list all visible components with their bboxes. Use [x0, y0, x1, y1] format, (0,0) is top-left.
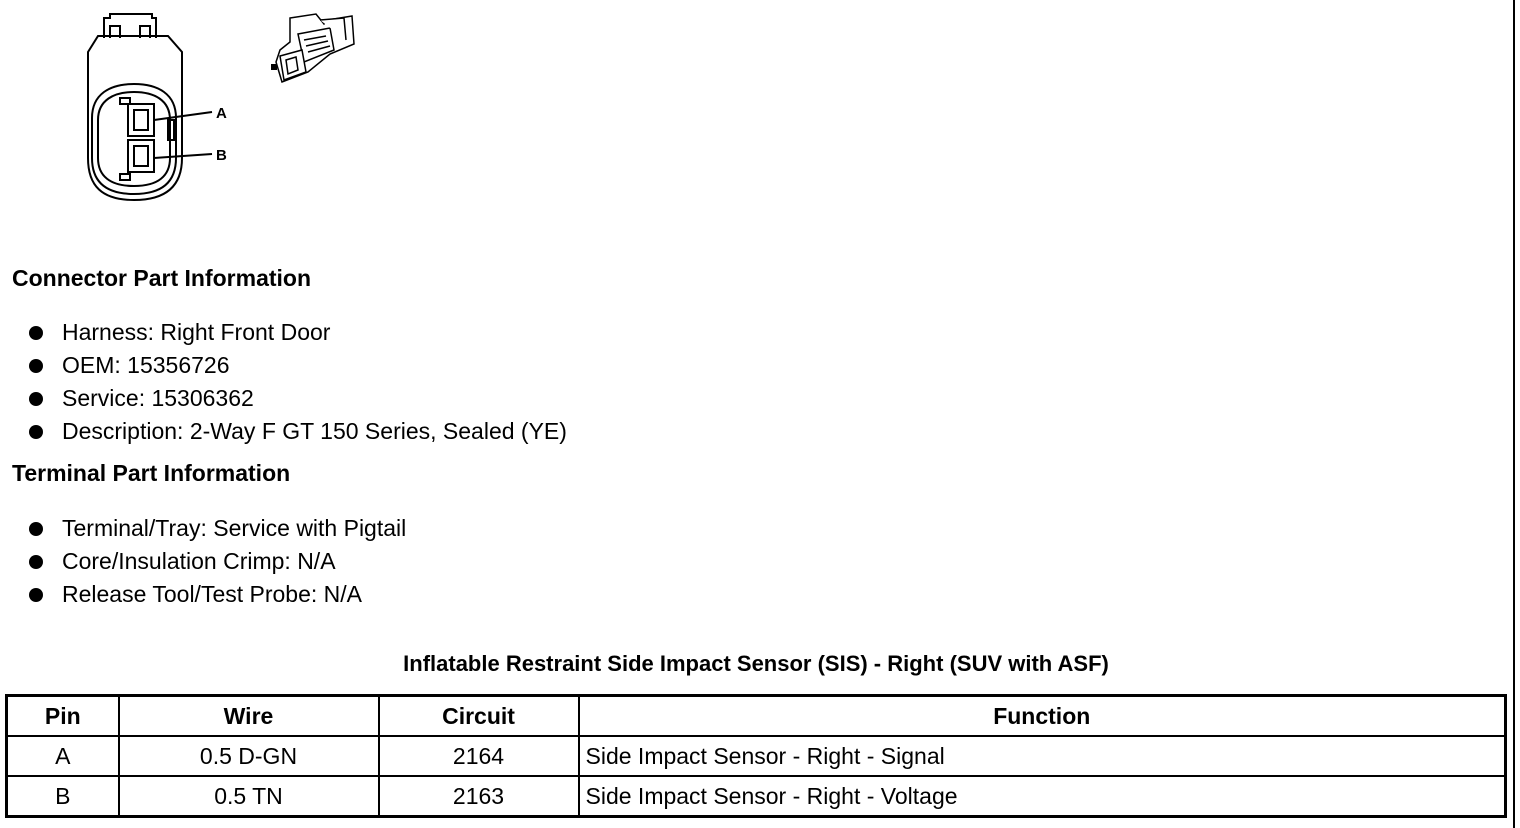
header-circuit: Circuit [379, 696, 579, 737]
table-header-row [7, 696, 1506, 737]
bullet-icon [29, 522, 43, 536]
bullet-icon [29, 555, 43, 569]
terminal-info-list [0, 512, 406, 611]
page-right-border [1513, 0, 1515, 828]
terminal-release-tool: Release Tool/Test Probe: N/A [62, 581, 363, 607]
list-item [0, 382, 567, 415]
connector-face-diagram [70, 8, 250, 208]
header-pin: Pin [7, 696, 119, 737]
cell-function: Side Impact Sensor - Right - Signal [579, 736, 1506, 776]
connector-harness: Harness: Right Front Door [62, 319, 331, 345]
connector-info-heading: Connector Part Information [12, 265, 312, 291]
header-function: Function [579, 696, 1506, 737]
list-item [0, 512, 406, 545]
table-row [7, 776, 1506, 817]
bullet-icon [29, 392, 43, 406]
cell-function: Side Impact Sensor - Right - Voltage [579, 776, 1506, 817]
pinout-table-title: Inflatable Restraint Side Impact Sensor (SIS) - Right (SUV with ASF) [403, 651, 1109, 676]
connector-info-list [0, 316, 567, 448]
pinout-table [5, 694, 1507, 818]
bullet-icon [29, 359, 43, 373]
terminal-crimp: Core/Insulation Crimp: N/A [62, 548, 336, 574]
terminal-info-heading: Terminal Part Information [12, 460, 291, 486]
connector-oem: OEM: 15356726 [62, 352, 230, 378]
cell-wire: 0.5 TN [119, 776, 379, 817]
header-wire: Wire [119, 696, 379, 737]
list-item [0, 316, 567, 349]
cell-circuit: 2163 [379, 776, 579, 817]
connector-service: Service: 15306362 [62, 385, 254, 411]
cell-wire: 0.5 D-GN [119, 736, 379, 776]
bullet-icon [29, 425, 43, 439]
list-item [0, 578, 406, 611]
cell-pin: B [7, 776, 119, 817]
bullet-icon [29, 588, 43, 602]
table-row [7, 736, 1506, 776]
terminal-tray: Terminal/Tray: Service with Pigtail [62, 515, 407, 541]
connector-description: Description: 2-Way F GT 150 Series, Sealed (YE) [62, 418, 567, 444]
pin-a-label: A [216, 105, 227, 122]
bullet-icon [29, 326, 43, 340]
cell-pin: A [7, 736, 119, 776]
pin-b-label: B [216, 147, 227, 164]
connector-isometric-diagram [268, 10, 360, 90]
cell-circuit: 2164 [379, 736, 579, 776]
list-item [0, 415, 567, 448]
list-item [0, 545, 406, 578]
list-item [0, 349, 567, 382]
